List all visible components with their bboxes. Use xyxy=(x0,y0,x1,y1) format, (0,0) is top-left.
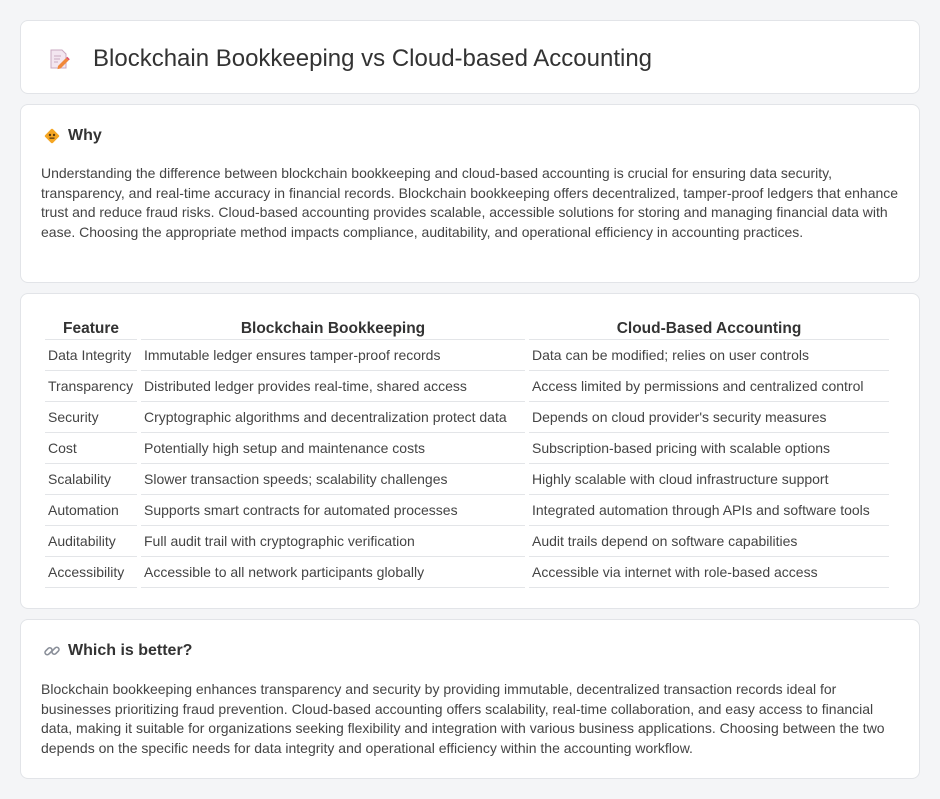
better-heading-row xyxy=(43,642,192,660)
why-text: Understanding the difference between blockchain bookkeeping and cloud-based accounting is crucial for ensuring data security, transparency, and real-time accuracy in financial records. Blockchain bookkeeping offers decentralized, tamper-proof ledgers that enhance trust and reduce fraud risks. Cloud-based accounting provides scalable, accessible solutions for storing and managing financial data with ease. Choosing the appropriate method impacts compliance, auditability, and operational efficiency in accounting practices. xyxy=(41,165,899,240)
table-row xyxy=(45,557,889,588)
feature-cell: Security xyxy=(45,402,137,433)
which-better-section xyxy=(20,619,920,779)
feature-cell: Accessibility xyxy=(45,557,137,588)
why-heading-row xyxy=(43,127,102,145)
blockchain-cell: Slower transaction speeds; scalability challenges xyxy=(141,464,525,495)
feature-cell: Transparency xyxy=(45,371,137,402)
better-heading: Which is better? xyxy=(68,642,193,659)
blockchain-cell: Potentially high setup and maintenance costs xyxy=(141,433,525,464)
feature-cell: Data Integrity xyxy=(45,340,137,371)
blockchain-cell: Distributed ledger provides real-time, shared access xyxy=(141,371,525,402)
table-row xyxy=(45,464,889,495)
warning-sign-icon xyxy=(43,127,61,145)
table-header-row xyxy=(45,314,889,340)
better-text: Blockchain bookkeeping enhances transparency and security by providing immutable, decentralized transaction records ideal for businesses prioritizing fraud prevention. Cloud-based accounting offers scalability, real-time collaboration, and easy access to financial data, making it suitable for organizations seeking flexibility and integration with various business applications. Choosing between the two depends on the specific needs for data integrity and operational efficiency within the accounting workflow. xyxy=(41,681,885,756)
title-row xyxy=(47,45,652,73)
cloud-cell: Data can be modified; relies on user controls xyxy=(529,340,889,371)
feature-cell: Scalability xyxy=(45,464,137,495)
comparison-section xyxy=(20,293,920,609)
blockchain-cell: Accessible to all network participants globally xyxy=(141,557,525,588)
title-card xyxy=(20,20,920,94)
table-row xyxy=(45,402,889,433)
cloud-cell: Audit trails depend on software capabilities xyxy=(529,526,889,557)
cloud-cell: Access limited by permissions and centralized control xyxy=(529,371,889,402)
blockchain-cell: Full audit trail with cryptographic verification xyxy=(141,526,525,557)
header-cloud: Cloud-Based Accounting xyxy=(529,314,889,340)
why-section xyxy=(20,104,920,283)
header-feature: Feature xyxy=(45,314,137,340)
table-row xyxy=(45,433,889,464)
blockchain-cell: Immutable ledger ensures tamper-proof records xyxy=(141,340,525,371)
table-row xyxy=(45,526,889,557)
cloud-cell: Accessible via internet with role-based access xyxy=(529,557,889,588)
feature-cell: Auditability xyxy=(45,526,137,557)
why-heading: Why xyxy=(68,127,102,144)
table-row xyxy=(45,371,889,402)
comparison-table xyxy=(41,314,893,588)
link-icon xyxy=(43,642,61,660)
cloud-cell: Integrated automation through APIs and software tools xyxy=(529,495,889,526)
page-title: Blockchain Bookkeeping vs Cloud-based Accounting xyxy=(93,45,653,72)
table-row xyxy=(45,340,889,371)
feature-cell: Cost xyxy=(45,433,137,464)
blockchain-cell: Cryptographic algorithms and decentralization protect data xyxy=(141,402,525,433)
table-row xyxy=(45,495,889,526)
blockchain-cell: Supports smart contracts for automated processes xyxy=(141,495,525,526)
cloud-cell: Depends on cloud provider's security measures xyxy=(529,402,889,433)
cloud-cell: Highly scalable with cloud infrastructure support xyxy=(529,464,889,495)
document-pencil-icon xyxy=(47,47,71,71)
feature-cell: Automation xyxy=(45,495,137,526)
header-blockchain: Blockchain Bookkeeping xyxy=(141,314,525,340)
cloud-cell: Subscription-based pricing with scalable options xyxy=(529,433,889,464)
